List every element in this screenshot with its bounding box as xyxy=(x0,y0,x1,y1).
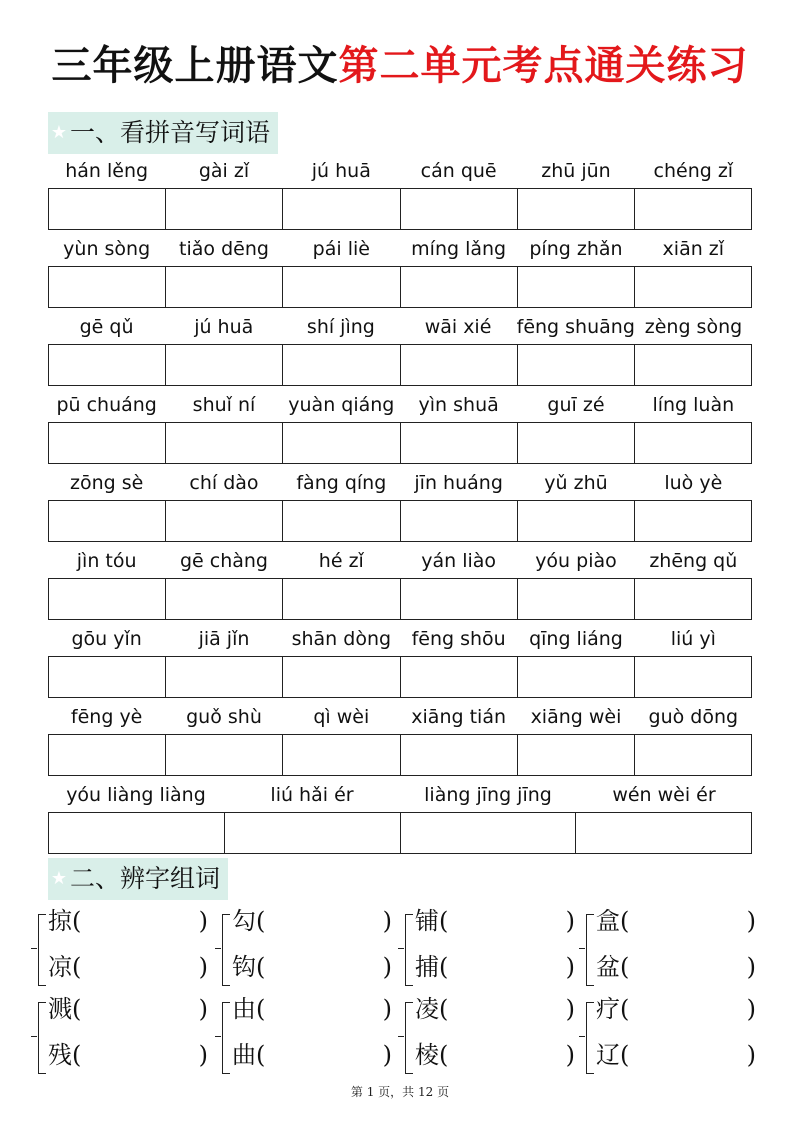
word-blank-line[interactable] xyxy=(596,906,756,936)
pinyin-prompt: wén wèi ér xyxy=(612,784,716,806)
answer-box-line xyxy=(48,266,752,308)
close-paren: ) xyxy=(198,907,208,935)
word-blank-line[interactable] xyxy=(48,1040,208,1070)
answer-box[interactable] xyxy=(283,345,400,385)
open-paren: ( xyxy=(256,995,266,1023)
pinyin-prompt: liú hǎi ér xyxy=(270,784,354,806)
target-character: 盒 xyxy=(596,907,620,935)
open-paren: ( xyxy=(256,907,266,935)
pinyin-prompt: xiāng tián xyxy=(411,706,507,728)
answer-box[interactable] xyxy=(283,501,400,541)
pinyin-row xyxy=(48,468,752,542)
section-2-heading xyxy=(48,858,228,900)
target-character: 铺 xyxy=(415,907,439,935)
pinyin-row xyxy=(48,312,752,386)
pinyin-prompt: shuǐ ní xyxy=(192,394,256,416)
pinyin-prompt: zōng sè xyxy=(70,472,144,494)
close-paren: ) xyxy=(198,953,208,981)
pinyin-prompt: zèng sòng xyxy=(644,316,743,338)
close-paren: ) xyxy=(198,995,208,1023)
close-paren: ) xyxy=(565,995,575,1023)
char-pair xyxy=(586,906,756,996)
answer-box[interactable] xyxy=(635,579,751,619)
answer-box[interactable] xyxy=(166,501,283,541)
open-paren: ( xyxy=(256,953,266,981)
answer-box[interactable] xyxy=(518,657,635,697)
pinyin-line xyxy=(48,156,752,186)
open-paren: ( xyxy=(439,1041,449,1069)
word-blank-line[interactable] xyxy=(415,1040,575,1070)
pinyin-row xyxy=(48,780,752,854)
answer-box[interactable] xyxy=(166,735,283,775)
pinyin-prompt: liàng jīng jīng xyxy=(424,784,552,806)
pinyin-row xyxy=(48,234,752,308)
close-paren: ) xyxy=(382,1041,392,1069)
answer-box[interactable] xyxy=(283,579,400,619)
answer-box[interactable] xyxy=(166,189,283,229)
pinyin-prompt: hé zǐ xyxy=(318,550,364,572)
close-paren: ) xyxy=(382,995,392,1023)
char-pair xyxy=(38,994,208,1084)
pinyin-prompt: fēng shuāng xyxy=(516,316,635,338)
left-brace xyxy=(38,1002,46,1074)
pinyin-prompt: fēng shōu xyxy=(411,628,506,650)
pinyin-prompt: gōu yǐn xyxy=(71,628,142,650)
pinyin-prompt: líng luàn xyxy=(652,394,735,416)
pinyin-prompt: yán liào xyxy=(421,550,497,572)
pinyin-prompt: yùn sòng xyxy=(63,238,151,260)
pinyin-prompt: shí jìng xyxy=(306,316,375,338)
answer-box[interactable] xyxy=(166,267,283,307)
open-paren: ( xyxy=(72,1041,82,1069)
pinyin-prompt: xiāng wèi xyxy=(530,706,622,728)
pinyin-line xyxy=(48,234,752,264)
pinyin-prompt: gài zǐ xyxy=(198,160,250,182)
answer-box[interactable] xyxy=(49,813,225,853)
char-pair xyxy=(405,994,575,1084)
close-paren: ) xyxy=(746,907,756,935)
char-pair xyxy=(222,906,392,996)
pinyin-prompt: luò yè xyxy=(664,472,723,494)
pinyin-prompt: yuàn qiáng xyxy=(288,394,395,416)
answer-box[interactable] xyxy=(518,189,635,229)
close-paren: ) xyxy=(746,1041,756,1069)
pinyin-prompt: chí dào xyxy=(189,472,259,494)
pinyin-line xyxy=(48,624,752,654)
answer-box-line xyxy=(48,422,752,464)
word-blank-line[interactable] xyxy=(48,952,208,982)
pinyin-row xyxy=(48,390,752,464)
answer-box[interactable] xyxy=(635,657,751,697)
pinyin-prompt: fēng yè xyxy=(70,706,143,728)
answer-box[interactable] xyxy=(401,657,518,697)
word-blank-line[interactable] xyxy=(415,994,575,1024)
pinyin-prompt: shān dòng xyxy=(291,628,392,650)
pinyin-prompt: jìn tóu xyxy=(76,550,137,572)
answer-box[interactable] xyxy=(283,423,400,463)
pinyin-line xyxy=(48,390,752,420)
answer-box[interactable] xyxy=(225,813,401,853)
pinyin-prompt: xiān zǐ xyxy=(662,238,725,260)
close-paren: ) xyxy=(198,1041,208,1069)
pinyin-prompt: guǒ shù xyxy=(186,706,262,728)
target-character: 凉 xyxy=(48,953,72,981)
target-character: 盆 xyxy=(596,953,620,981)
open-paren: ( xyxy=(439,907,449,935)
star-icon: ★ xyxy=(50,868,68,889)
pinyin-prompt: guò dōng xyxy=(648,706,739,728)
title-part-1: 三年级上册语文 xyxy=(51,42,339,89)
answer-box[interactable] xyxy=(576,813,751,853)
target-character: 勾 xyxy=(232,907,256,935)
pinyin-prompt: jú huā xyxy=(194,316,254,338)
close-paren: ) xyxy=(746,953,756,981)
section-2-heading-text: 二、辨字组词 xyxy=(70,864,221,893)
answer-box[interactable] xyxy=(49,267,166,307)
char-pair xyxy=(38,906,208,996)
answer-box[interactable] xyxy=(401,579,518,619)
answer-box[interactable] xyxy=(166,657,283,697)
answer-box-line xyxy=(48,344,752,386)
answer-box[interactable] xyxy=(49,501,166,541)
target-character: 捕 xyxy=(415,953,439,981)
answer-box[interactable] xyxy=(401,501,518,541)
pinyin-prompt: qīng liáng xyxy=(529,628,623,650)
open-paren: ( xyxy=(439,953,449,981)
pinyin-prompt: yóu liàng liàng xyxy=(66,784,206,806)
pinyin-prompt: yǔ zhū xyxy=(544,472,608,494)
answer-box[interactable] xyxy=(401,345,518,385)
answer-box-line xyxy=(48,500,752,542)
answer-box[interactable] xyxy=(49,579,166,619)
answer-box[interactable] xyxy=(518,345,635,385)
pinyin-prompt: yóu piào xyxy=(535,550,617,572)
answer-box[interactable] xyxy=(166,579,283,619)
open-paren: ( xyxy=(256,1041,266,1069)
open-paren: ( xyxy=(72,953,82,981)
word-blank-line[interactable] xyxy=(415,952,575,982)
word-blank-line[interactable] xyxy=(415,906,575,936)
answer-box[interactable] xyxy=(518,579,635,619)
answer-box-line xyxy=(48,578,752,620)
pinyin-row xyxy=(48,546,752,620)
close-paren: ) xyxy=(382,953,392,981)
answer-box[interactable] xyxy=(518,267,635,307)
target-character: 曲 xyxy=(232,1041,256,1069)
word-blank-line[interactable] xyxy=(48,994,208,1024)
answer-box[interactable] xyxy=(635,501,751,541)
page-footer: 第 1 页，共 12 页 xyxy=(350,1085,450,1099)
char-pair xyxy=(405,906,575,996)
pinyin-prompt: yìn shuā xyxy=(418,394,499,416)
answer-box-line xyxy=(48,656,752,698)
answer-box[interactable] xyxy=(635,735,751,775)
answer-box[interactable] xyxy=(401,735,518,775)
answer-box[interactable] xyxy=(283,189,400,229)
section-1-heading-text: 一、看拼音写词语 xyxy=(70,118,271,147)
pinyin-prompt: guī zé xyxy=(547,394,605,416)
target-character: 残 xyxy=(48,1041,72,1069)
left-brace xyxy=(405,914,413,986)
left-brace xyxy=(586,1002,594,1074)
section-1-heading xyxy=(48,112,278,154)
target-character: 由 xyxy=(232,995,256,1023)
pinyin-line xyxy=(48,780,752,810)
answer-box[interactable] xyxy=(635,267,751,307)
answer-box[interactable] xyxy=(49,345,166,385)
open-paren: ( xyxy=(72,995,82,1023)
close-paren: ) xyxy=(565,953,575,981)
pinyin-prompt: qì wèi xyxy=(313,706,370,728)
answer-box-line xyxy=(48,188,752,230)
pinyin-prompt: liú yì xyxy=(670,628,716,650)
pinyin-prompt: zhū jūn xyxy=(541,160,611,182)
word-blank-line[interactable] xyxy=(232,994,392,1024)
open-paren: ( xyxy=(439,995,449,1023)
answer-box[interactable] xyxy=(49,423,166,463)
title-part-2: 第二单元考点通关练习 xyxy=(338,42,749,89)
pinyin-prompt: míng lǎng xyxy=(411,238,507,260)
pinyin-prompt: hán lěng xyxy=(65,160,149,182)
target-character: 棱 xyxy=(415,1041,439,1069)
pinyin-prompt: jīn huáng xyxy=(414,472,503,494)
answer-box[interactable] xyxy=(401,267,518,307)
answer-box[interactable] xyxy=(166,345,283,385)
pinyin-line xyxy=(48,468,752,498)
target-character: 掠 xyxy=(48,907,72,935)
word-blank-line[interactable] xyxy=(596,952,756,982)
pinyin-prompt: jú huā xyxy=(311,160,371,182)
answer-box[interactable] xyxy=(283,267,400,307)
target-character: 溅 xyxy=(48,995,72,1023)
pinyin-row xyxy=(48,624,752,698)
pinyin-line xyxy=(48,702,752,732)
close-paren: ) xyxy=(382,907,392,935)
pinyin-prompt: wāi xié xyxy=(424,316,492,338)
open-paren: ( xyxy=(620,1041,630,1069)
target-character: 疗 xyxy=(596,995,620,1023)
open-paren: ( xyxy=(72,907,82,935)
answer-box[interactable] xyxy=(283,735,400,775)
page-title xyxy=(0,42,800,90)
char-pair xyxy=(222,994,392,1084)
pinyin-prompt: gē qǔ xyxy=(79,316,134,338)
close-paren: ) xyxy=(746,995,756,1023)
open-paren: ( xyxy=(620,953,630,981)
target-character: 钩 xyxy=(232,953,256,981)
answer-box[interactable] xyxy=(283,657,400,697)
left-brace xyxy=(222,914,230,986)
word-blank-line[interactable] xyxy=(232,1040,392,1070)
pinyin-prompt: chéng zǐ xyxy=(653,160,734,182)
answer-box[interactable] xyxy=(401,189,518,229)
answer-box[interactable] xyxy=(635,423,751,463)
open-paren: ( xyxy=(620,995,630,1023)
star-icon: ★ xyxy=(50,122,68,143)
pinyin-row xyxy=(48,702,752,776)
left-brace xyxy=(405,1002,413,1074)
pinyin-prompt: tiǎo dēng xyxy=(179,238,269,260)
answer-box[interactable] xyxy=(49,657,166,697)
pinyin-prompt: cán quē xyxy=(420,160,497,182)
close-paren: ) xyxy=(565,907,575,935)
answer-box[interactable] xyxy=(401,423,518,463)
pinyin-prompt: fàng qíng xyxy=(296,472,387,494)
close-paren: ) xyxy=(565,1041,575,1069)
pinyin-prompt: píng zhǎn xyxy=(529,238,623,260)
pinyin-prompt: jiā jǐn xyxy=(198,628,250,650)
answer-box-line xyxy=(48,812,752,854)
pinyin-prompt: zhēng qǔ xyxy=(649,550,738,572)
answer-box[interactable] xyxy=(518,735,635,775)
answer-box[interactable] xyxy=(518,501,635,541)
answer-box[interactable] xyxy=(166,423,283,463)
answer-box[interactable] xyxy=(401,813,577,853)
answer-box[interactable] xyxy=(49,189,166,229)
word-blank-line[interactable] xyxy=(596,1040,756,1070)
pinyin-row xyxy=(48,156,752,230)
char-pair xyxy=(586,994,756,1084)
word-blank-line[interactable] xyxy=(232,952,392,982)
left-brace xyxy=(586,914,594,986)
left-brace xyxy=(38,914,46,986)
answer-box-line xyxy=(48,734,752,776)
word-blank-line[interactable] xyxy=(48,906,208,936)
pinyin-prompt: gē chàng xyxy=(179,550,268,572)
target-character: 辽 xyxy=(596,1041,620,1069)
answer-box[interactable] xyxy=(518,423,635,463)
target-character: 凌 xyxy=(415,995,439,1023)
pinyin-line xyxy=(48,546,752,576)
answer-box[interactable] xyxy=(635,345,751,385)
word-blank-line[interactable] xyxy=(232,906,392,936)
left-brace xyxy=(222,1002,230,1074)
open-paren: ( xyxy=(620,907,630,935)
pinyin-prompt: pái liè xyxy=(312,238,370,260)
word-blank-line[interactable] xyxy=(596,994,756,1024)
answer-box[interactable] xyxy=(49,735,166,775)
pinyin-line xyxy=(48,312,752,342)
answer-box[interactable] xyxy=(635,189,751,229)
pinyin-prompt: pū chuáng xyxy=(56,394,157,416)
